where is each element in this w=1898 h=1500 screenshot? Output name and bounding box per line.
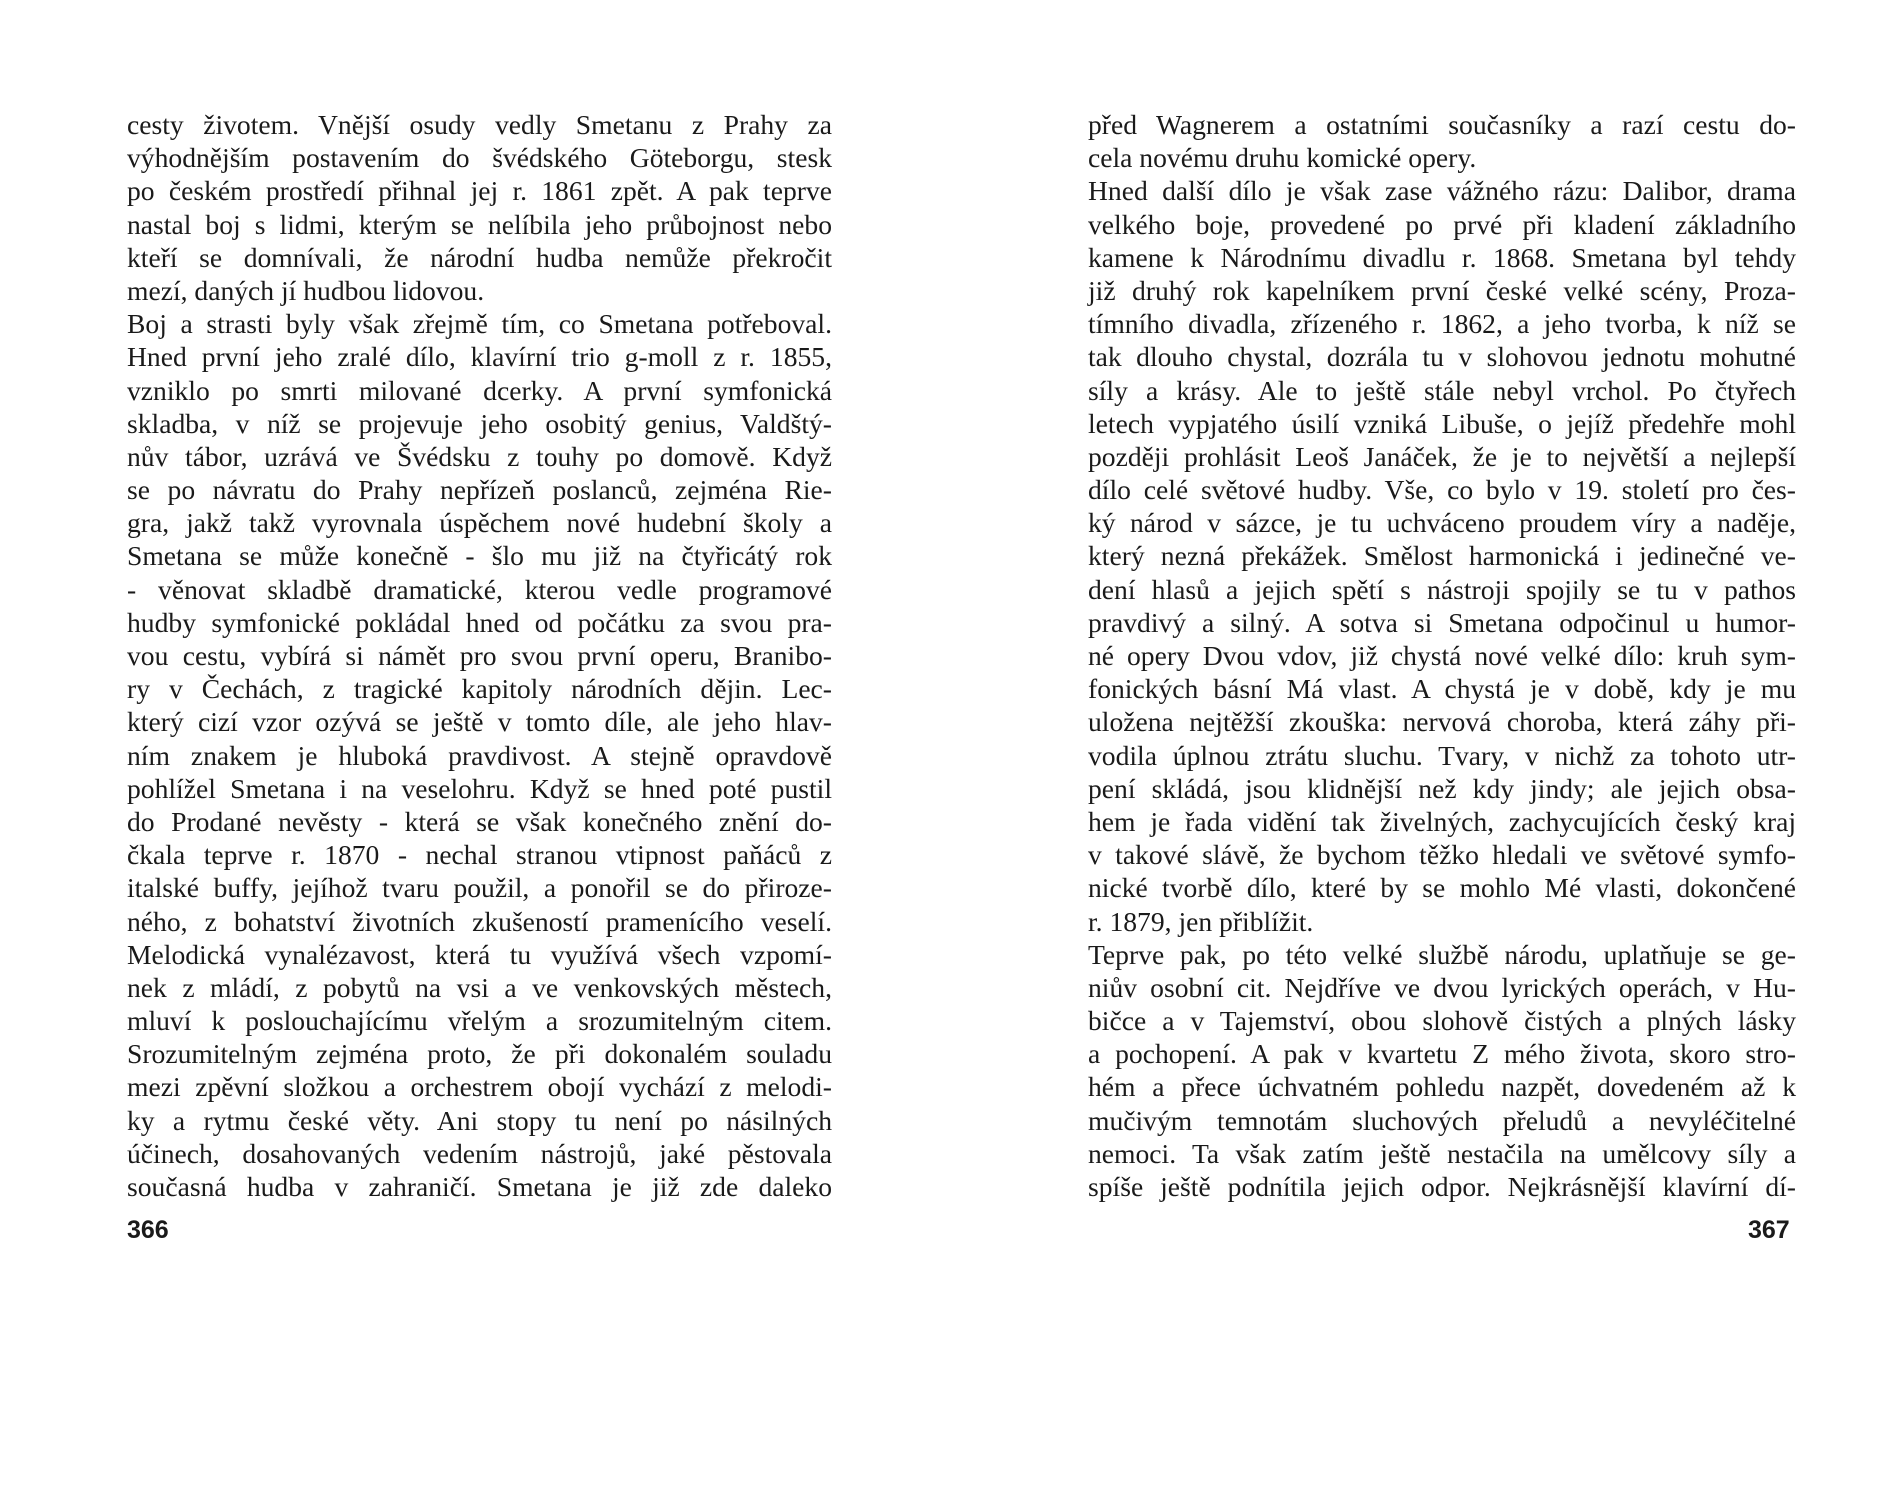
text-line: Teprve pak, po této velké službě národu, uplatňuje se ge-	[1088, 938, 1796, 970]
text-line: bičce a v Tajemství, obou slohově čistých a plných lásky	[1088, 1005, 1796, 1037]
text-line: Melodická vynalézavost, která tu využívá všech vzpomí-	[127, 938, 832, 970]
text-line: tak dlouho chystal, dozrála tu v slohovou jednotu mohutné	[1088, 341, 1796, 373]
page-number-right: 367	[1748, 1216, 1790, 1244]
text-line: italské buffy, jejíhož tvaru použil, a ponořil se do přiroze-	[127, 872, 832, 904]
text-line: vodila úplnou ztrátu sluchu. Tvary, v nichž za tohoto utr-	[1088, 739, 1796, 771]
text-line: dílo celé světové hudby. Vše, co bylo v 19. století pro čes-	[1088, 474, 1796, 506]
text-line: mezí, daných jí hudbou lidovou.	[127, 274, 485, 306]
text-line: hém a přece úchvatném pohledu nazpět, dovedeném až k	[1088, 1071, 1796, 1103]
text-line: ký národ v sázce, je tu uchváceno proudem víry a naděje,	[1088, 507, 1796, 539]
text-line: - věnovat skladbě dramatické, kterou vedle programové	[127, 573, 832, 605]
text-line: hem je řada vidění tak živelných, zachycujících český kraj	[1088, 805, 1796, 837]
text-line: cesty životem. Vnější osudy vedly Smetanu z Prahy za	[127, 109, 832, 140]
text-line: čkala teprve r. 1870 - nechal stranou vtipnost paňáců z	[127, 839, 832, 871]
text-line: mučivým temnotám sluchových přeludů a nevyléčitelné	[1088, 1104, 1796, 1136]
text-line: vzniklo po smrti milované dcerky. A první symfonická	[127, 374, 832, 406]
text-line: Srozumitelným zejména proto, že při dokonalém souladu	[127, 1038, 832, 1070]
text-line: ného, z bohatství životních zkušeností pramenícího veselí.	[127, 905, 832, 937]
text-line: později prohlásit Leoš Janáček, že je to největší a nejlepší	[1088, 440, 1796, 472]
text-line: účinech, dosahovaných vedením nástrojů, jaké pěstovala	[127, 1137, 832, 1169]
text-line: ry v Čechách, z tragické kapitoly národních dějin. Lec-	[127, 673, 832, 705]
text-line: kteří se domnívali, že národní hudba nemůže překročit	[127, 241, 832, 273]
text-line: výhodnějším postavením do švédského Göteborgu, stesk	[127, 142, 832, 174]
text-line: uložena nejtěžší zkouška: nervová choroba, která záhy při-	[1088, 706, 1796, 738]
text-line: cela novému druhu komické opery.	[1088, 142, 1477, 174]
text-line: dení hlasů a jejich spětí s nástroji spojily se tu v pathos	[1088, 573, 1796, 605]
text-line: pohlížel Smetana i na veselohru. Když se hned poté pustil	[127, 772, 832, 804]
text-line: velkého boje, provedené po prvé při kladení základního	[1088, 208, 1796, 240]
left-page-text	[127, 108, 832, 1203]
text-line: ky a rytmu české věty. Ani stopy tu není po násilných	[127, 1104, 832, 1136]
text-line: niův osobní cit. Nejdříve ve dvou lyrických operách, v Hu-	[1088, 971, 1796, 1003]
text-line: nek z mládí, z pobytů na vsi a ve venkovských městech,	[127, 971, 832, 1003]
text-line: a pochopení. A pak v kvartetu Z mého života, skoro stro-	[1088, 1038, 1796, 1070]
text-line: již druhý rok kapelníkem první české velké scény, Proza-	[1088, 274, 1796, 306]
text-line: po českém prostředí přihnal jej r. 1861 zpět. A pak teprve	[127, 175, 832, 207]
text-line: skladba, v níž se projevuje jeho osobitý genius, Valdštý-	[127, 407, 832, 439]
text-line: který nezná překážek. Smělost harmonická i jedinečné ve-	[1088, 540, 1796, 572]
text-line: nické tvorbě dílo, které by se mohlo Mé vlasti, dokončené	[1088, 872, 1796, 904]
text-line: spíše ještě podnítila jejich odpor. Nejkrásnější klavírní dí-	[1088, 1171, 1796, 1202]
text-line: Smetana se může konečně - šlo mu již na čtyřicátý rok	[127, 540, 832, 572]
text-line: v takové slávě, že bychom těžko hledali ve světové symfo-	[1088, 839, 1796, 871]
text-line: ním znakem je hluboká pravdivost. A stejně opravdově	[127, 739, 832, 771]
text-line: který cizí vzor ozývá se ještě v tomto díle, ale jeho hlav-	[127, 706, 832, 738]
text-line: pravdivý a silný. A sotva si Smetana odpočinul u humor-	[1088, 606, 1796, 638]
text-line: se po návratu do Prahy nepřízeň poslanců, zejména Rie-	[127, 474, 832, 506]
text-line: vou cestu, vybírá si námět pro svou první operu, Branibo-	[127, 640, 832, 671]
text-line: letech vypjatého úsilí vzniká Libuše, o jejíž předehře mohl	[1088, 407, 1796, 439]
text-line: nův tábor, uzrává ve Švédsku z touhy po domově. Když	[127, 440, 832, 472]
text-line: Hned další dílo je však zase vážného rázu: Dalibor, drama	[1088, 175, 1796, 207]
text-line: Hned první jeho zralé dílo, klavírní trio g-moll z r. 1855,	[127, 341, 832, 373]
text-line: hudby symfonické pokládal hned od počátku za svou pra-	[127, 606, 832, 638]
text-line: gra, jakž takž vyrovnala úspěchem nové hudební školy a	[127, 507, 832, 539]
text-line: né opery Dvou vdov, již chystá nové velké dílo: kruh sym-	[1088, 640, 1796, 671]
text-line: pení skládá, jsou klidnější než kdy jindy; ale jejich obsa-	[1088, 772, 1796, 804]
text-line: současná hudba v zahraničí. Smetana je již zde daleko	[127, 1171, 832, 1202]
text-line: mezi zpěvní složkou a orchestrem obojí vychází z melodi-	[127, 1071, 832, 1103]
text-line: mluví k poslouchajícímu vřelým a srozumitelným citem.	[127, 1005, 832, 1037]
text-line: nemoci. Ta však zatím ještě nestačila na umělcovy síly a	[1088, 1137, 1796, 1169]
text-line: do Prodané nevěsty - která se však konečného znění do-	[127, 805, 832, 837]
right-page-text	[1088, 108, 1796, 1203]
text-line: fonických básní Má vlast. A chystá je v době, kdy je mu	[1088, 673, 1796, 705]
text-line: před Wagnerem a ostatními současníky a razí cestu do-	[1088, 109, 1796, 140]
page-number-left: 366	[127, 1216, 169, 1244]
text-line: síly a krásy. Ale to ještě stále nebyl vrchol. Po čtyřech	[1088, 374, 1796, 406]
text-line: kamene k Národnímu divadlu r. 1868. Smetana byl tehdy	[1088, 241, 1796, 273]
text-line: nastal boj s lidmi, kterým se nelíbila jeho průbojnost nebo	[127, 208, 832, 240]
text-line: r. 1879, jen přiblížit.	[1088, 905, 1314, 937]
text-line: Boj a strasti byly však zřejmě tím, co Smetana potřeboval.	[127, 308, 832, 340]
text-line: tímního divadla, zřízeného r. 1862, a jeho tvorba, k níž se	[1088, 308, 1796, 340]
